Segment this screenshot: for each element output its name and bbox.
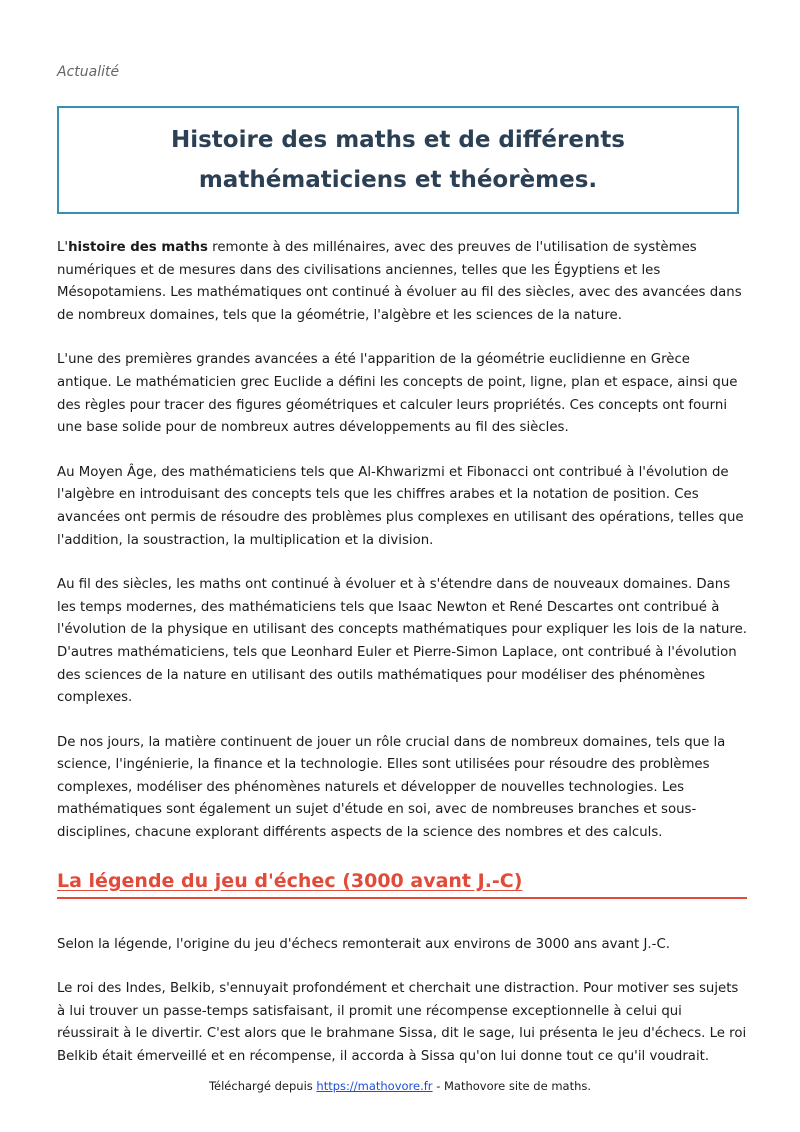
article-body <box>57 237 747 1091</box>
paragraph-intro <box>57 237 747 327</box>
section-heading-echecs <box>57 867 747 899</box>
page-footer <box>0 1079 800 1093</box>
section-heading-text: La légende du jeu d'échec (3000 avant J.-C) <box>57 869 523 892</box>
paragraph-de-nos-jours: De nos jours, la matière continuent de jouer un rôle crucial dans de nombreux domaines, tels que la science, l'ingénierie, la finance et la technologie. Elles sont utilisées pour résoudre des problèmes complexes, modéliser des phénomènes naturels et développer de nouvelles technologies. Les mathématiques sont également un sujet d'étude en soi, avec de nombreuses branches et sous-disciplines, chacune explorant différents aspects de la science des nombres et des calculs. <box>57 734 726 841</box>
intro-rest: remonte à des millénaires, avec des preuves de l'utilisation de systèmes numériques et de mesures dans des civilisations anciennes, telles que les Égyptiens et les Mésopotamiens. Les mathématiques ont continué à évoluer au fil des siècles, avec des avancées dans de nombreux domaines, tels que la géométrie, l'algèbre et les sciences de la nature. <box>57 240 742 323</box>
paragraph-roi-belkib: Le roi des Indes, Belkib, s'ennuyait profondément et cherchait une distraction. Pour motiver ses sujets à lui trouver un passe-temps satisfaisant, il promit une récompense exceptionnelle à celui qui réussirait à le divertir. C'est alors que le brahmane Sissa, dit le sage, lui présenta le jeu d'échecs. Le roi Belkib était émerveillé et en récompense, il accorda à Sissa qu'on lui donne tout ce qu'il voudrait. <box>57 981 747 1065</box>
intro-bold-term: histoire des maths <box>68 240 208 255</box>
paragraph-euclide: L'une des premières grandes avancées a été l'apparition de la géométrie euclidienne en Grèce antique. Le mathématicien grec Euclide a défini les concepts de point, ligne, plan et espace, ainsi que des règles pour tracer des figures géométriques et calculer leurs propriétés. Ces concepts ont fourni une base solide pour de nombreux autres développements au fil des siècles. <box>57 352 738 436</box>
footer-suffix: - Mathovore site de maths. <box>432 1079 592 1093</box>
intro-prefix: L' <box>57 240 69 255</box>
page-title: Histoire des maths et de différents mathématiciens et théorèmes. <box>170 127 625 193</box>
paragraph-temps-modernes: Au fil des siècles, les maths ont continué à évoluer et à s'étendre dans de nouveaux domaines. Dans les temps modernes, des mathématiciens tels que Isaac Newton et René Descartes ont contribué à l'évolution de la physique en utilisant des concepts mathématiques pour expliquer les lois de la nature. D'autres mathématiciens, tels que Leonhard Euler et Pierre-Simon Laplace, ont contribué à l'évolution des sciences de la nature en utilisant des outils mathématiques pour modéliser des phénomènes complexes. <box>57 577 747 706</box>
category-label: Actualité <box>57 64 120 80</box>
footer-link[interactable]: https://mathovore.fr <box>316 1079 433 1093</box>
title-box <box>57 106 739 214</box>
paragraph-moyen-age: Au Moyen Âge, des mathématiciens tels que Al-Khwarizmi et Fibonacci ont contribué à l'évolution de l'algèbre en introduisant des concepts tels que les chiffres arabes et la notation de position. Ces avancées ont permis de résoudre des problèmes plus complexes en utilisant des opérations, telles que l'addition, la soustraction, la multiplication et la division. <box>57 464 744 548</box>
footer-prefix: Téléchargé depuis <box>208 1079 317 1093</box>
paragraph-legende-origine: Selon la légende, l'origine du jeu d'échecs remonterait aux environs de 3000 ans avant J.-C. <box>57 936 670 952</box>
